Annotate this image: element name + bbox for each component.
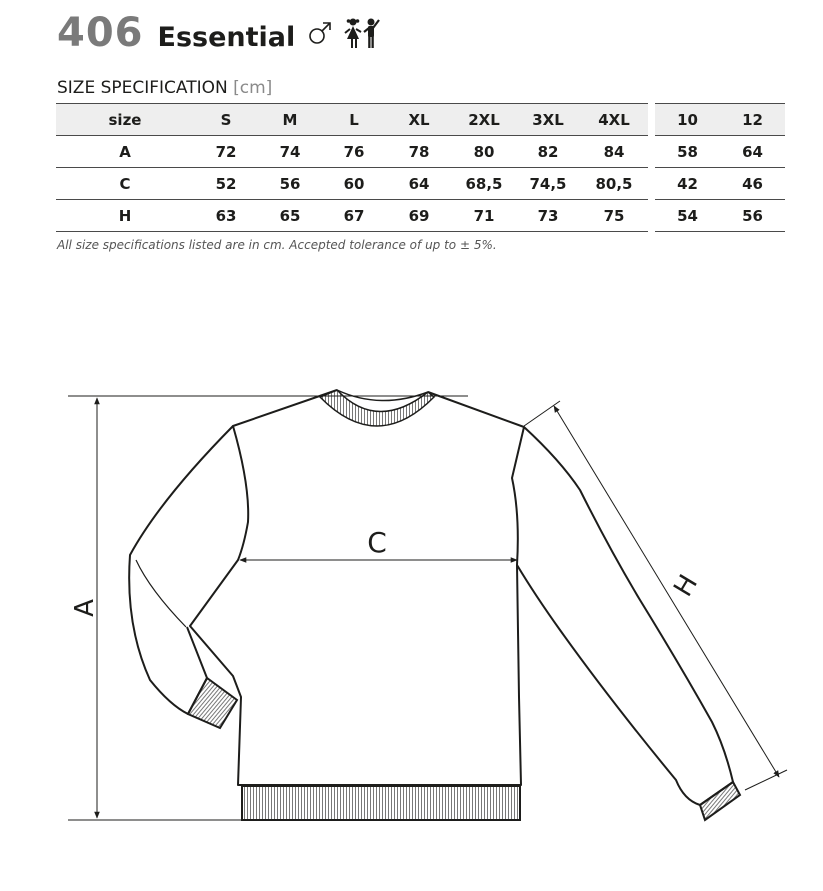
size-column-header: S <box>194 104 258 136</box>
table-cell: 56 <box>258 168 322 200</box>
table-cell: 78 <box>386 136 452 168</box>
row-label: H <box>56 200 194 232</box>
right-cuff-rib <box>700 782 740 820</box>
table-cell: 60 <box>322 168 386 200</box>
size-column-header: 2XL <box>452 104 516 136</box>
label-c: C <box>367 526 387 559</box>
table-cell: 64 <box>386 168 452 200</box>
size-column-header: 10 <box>655 104 720 136</box>
table-cell: 63 <box>194 200 258 232</box>
table-cell: 84 <box>580 136 648 168</box>
table-cell: 56 <box>720 200 785 232</box>
table-cell: 42 <box>655 168 720 200</box>
table-cell: 67 <box>322 200 386 232</box>
size-column-header: M <box>258 104 322 136</box>
product-code: 406 <box>57 10 144 56</box>
size-column-header: XL <box>386 104 452 136</box>
sweatshirt-outline <box>129 390 733 805</box>
size-column-header: 3XL <box>516 104 580 136</box>
table-cell: 54 <box>655 200 720 232</box>
table-cell: 64 <box>720 136 785 168</box>
measure-h <box>524 401 787 790</box>
table-cell: 80,5 <box>580 168 648 200</box>
label-a: A <box>70 599 100 617</box>
spec-unit: [cm] <box>233 78 273 98</box>
size-column-header: 4XL <box>580 104 648 136</box>
table-cell: 71 <box>452 200 516 232</box>
waistband-rib <box>242 786 520 820</box>
tolerance-note: All size specifications listed are in cm. Accepted tolerance of up to ± 5%. <box>57 238 497 252</box>
row-label: C <box>56 168 194 200</box>
table-cell: 75 <box>580 200 648 232</box>
label-h: H <box>668 569 705 602</box>
table-cell: 58 <box>655 136 720 168</box>
table-cell: 68,5 <box>452 168 516 200</box>
table-cell: 46 <box>720 168 785 200</box>
spec-title-text: SIZE SPECIFICATION <box>57 78 228 98</box>
table-cell: 72 <box>194 136 258 168</box>
table-cell: 76 <box>322 136 386 168</box>
table-cell: 80 <box>452 136 516 168</box>
size-column-header: 12 <box>720 104 785 136</box>
size-header-label: size <box>56 104 194 136</box>
left-cuff-rib <box>188 678 237 728</box>
table-cell: 65 <box>258 200 322 232</box>
row-label: A <box>56 136 194 168</box>
table-cell: 74,5 <box>516 168 580 200</box>
size-column-header: L <box>322 104 386 136</box>
table-cell: 52 <box>194 168 258 200</box>
product-name: Essential <box>157 22 296 53</box>
table-cell: 69 <box>386 200 452 232</box>
table-cell: 74 <box>258 136 322 168</box>
table-cell: 73 <box>516 200 580 232</box>
table-cell: 82 <box>516 136 580 168</box>
